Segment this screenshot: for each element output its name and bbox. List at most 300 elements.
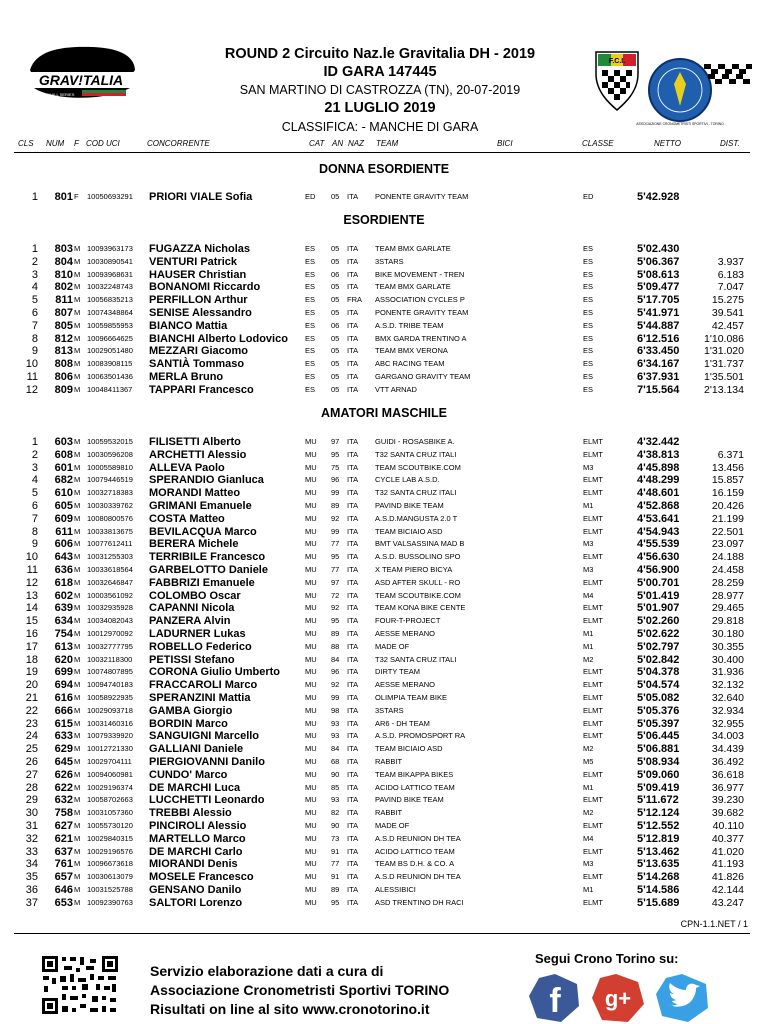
- category: MU: [305, 628, 317, 638]
- category: MU: [305, 872, 317, 882]
- birth-year: 99: [331, 488, 340, 498]
- net-time: 5'15.689: [637, 896, 680, 909]
- bib-number: 802: [54, 281, 73, 294]
- gap-to-leader: 21.199: [711, 512, 744, 525]
- rider-name: ALLEVA Paolo: [149, 461, 225, 474]
- category: MU: [305, 667, 317, 677]
- sex: M: [74, 769, 81, 779]
- rider-name: SANGUIGNI Marcello: [149, 730, 260, 743]
- net-time: 5'11.672: [637, 794, 679, 807]
- nationality: FRA: [347, 295, 362, 305]
- team-name: TEAM BIKAPPA BIKES: [375, 769, 454, 779]
- gap-to-leader: 22.501: [711, 525, 744, 538]
- net-time: 5'08.934: [637, 755, 680, 768]
- sex: M: [74, 500, 81, 510]
- result-row: [0, 577, 768, 590]
- birth-year: 68: [331, 756, 340, 766]
- category: MU: [305, 846, 317, 856]
- category: MU: [305, 539, 317, 549]
- uci-code: 10029093718: [87, 705, 133, 715]
- rider-name: GALLIANI Daniele: [149, 743, 244, 756]
- category: ED: [305, 192, 316, 201]
- rider-name: GENSANO Danilo: [149, 883, 242, 896]
- bib-number: 801: [54, 191, 73, 203]
- net-time: 5'42.928: [637, 191, 680, 203]
- nationality: ITA: [347, 449, 359, 459]
- result-row: [0, 500, 768, 513]
- gap-to-leader: 32.955: [711, 717, 744, 730]
- class: M3: [583, 462, 594, 472]
- footer-association-line: Associazione Cronometristi Sportivi TORINO: [150, 982, 450, 998]
- team-name: T32 SANTA CRUZ ITALI: [375, 654, 457, 664]
- follow-us-label: Segui Crono Torino su:: [535, 951, 679, 966]
- result-position: 9: [31, 538, 38, 551]
- result-position: 16: [25, 627, 38, 640]
- net-time: 4'38.813: [637, 448, 680, 461]
- bib-number: 809: [54, 383, 73, 396]
- class: ES: [583, 320, 594, 330]
- race-place: SAN MARTINO DI CASTROZZA (TN), 20-07-2019: [239, 83, 521, 97]
- net-time: 5'09.477: [637, 281, 680, 294]
- birth-year: 90: [331, 820, 340, 830]
- net-time: 5'02.430: [637, 243, 680, 255]
- team-name: BIKE MOVEMENT - TREN: [375, 269, 465, 279]
- nationality: ITA: [347, 628, 359, 638]
- result-row: [0, 846, 768, 859]
- uci-code: 10096673618: [87, 859, 133, 869]
- gap-to-leader: 20.426: [711, 499, 744, 512]
- nationality: ITA: [347, 371, 359, 381]
- rider-name: SENISE Alessandro: [149, 306, 252, 319]
- results-list-donna-esordiente: [0, 191, 768, 204]
- rider-name: LADURNER Lukas: [149, 627, 246, 640]
- category: MU: [305, 552, 317, 562]
- col-cat: CAT: [309, 139, 325, 148]
- uci-code: 10093963173: [87, 244, 133, 253]
- sex: M: [74, 782, 81, 792]
- uci-code: 10055730120: [87, 820, 133, 830]
- team-name: PAVIND BIKE TEAM: [375, 795, 444, 805]
- class: ES: [583, 295, 594, 305]
- result-row: [0, 820, 768, 833]
- class: ELMT: [583, 603, 604, 613]
- result-position: 23: [25, 717, 38, 730]
- uci-code: 10030613079: [87, 872, 133, 882]
- gap-to-leader: 39.230: [711, 794, 744, 807]
- team-name: A.S.D. PROMOSPORT RA: [375, 731, 466, 741]
- class: ELMT: [583, 769, 604, 779]
- result-position: 1: [31, 191, 38, 203]
- net-time: 4'56.900: [637, 563, 680, 576]
- classifica-label: CLASSIFICA: - MANCHE DI GARA: [281, 120, 479, 134]
- gap-to-leader: 42.457: [711, 319, 744, 332]
- result-row: [0, 730, 768, 743]
- team-name: FOUR-T-PROJECT: [375, 616, 441, 626]
- net-time: 4'52.868: [637, 499, 680, 512]
- google-plus-icon[interactable]: [588, 972, 648, 1024]
- net-time: 6'34.167: [637, 358, 680, 371]
- uci-code: 10079446519: [87, 475, 133, 485]
- category: ES: [305, 244, 316, 253]
- team-name: RABBIT: [375, 756, 403, 766]
- birth-year: 89: [331, 628, 340, 638]
- uci-code: 10033813675: [87, 526, 133, 536]
- uci-code: 10031255303: [87, 552, 133, 562]
- result-position: 18: [25, 653, 38, 666]
- sex: M: [74, 295, 81, 305]
- birth-year: 91: [331, 846, 340, 856]
- result-row: [0, 692, 768, 705]
- bib-number: 602: [54, 589, 73, 602]
- col-netto: NETTO: [654, 139, 681, 148]
- birth-year: 97: [331, 437, 340, 446]
- net-time: 5'13.462: [637, 845, 680, 858]
- col-dist: DIST.: [720, 139, 740, 148]
- cronometristi-torino-logo: [636, 50, 752, 130]
- class: ES: [583, 371, 594, 381]
- class: ES: [583, 269, 594, 279]
- team-name: ASD AFTER SKULL - RO: [375, 577, 461, 587]
- result-position: 17: [25, 640, 38, 653]
- nationality: ITA: [347, 500, 359, 510]
- net-time: 6'37.931: [637, 370, 680, 383]
- team-name: GUIDI - ROSASBIKE A.: [375, 437, 455, 446]
- col-cod-uci: COD UCI: [86, 139, 120, 148]
- result-position: 10: [25, 551, 38, 564]
- sex: M: [74, 718, 81, 728]
- net-time: 5'12.124: [637, 807, 680, 820]
- rider-name: PERFILLON Arthur: [149, 294, 248, 307]
- twitter-icon[interactable]: [652, 972, 712, 1024]
- rider-name: HAUSER Christian: [149, 268, 247, 281]
- col-num: NUM: [46, 139, 65, 148]
- uci-code: 10031460316: [87, 718, 133, 728]
- team-name: AESSE MERANO: [375, 628, 436, 638]
- uci-code: 10048411367: [87, 384, 133, 394]
- birth-year: 84: [331, 654, 340, 664]
- nationality: ITA: [347, 846, 359, 856]
- sex: M: [74, 859, 81, 869]
- birth-year: 82: [331, 808, 340, 818]
- result-row: [0, 449, 768, 462]
- bib-number: 657: [54, 871, 73, 884]
- birth-year: 93: [331, 718, 340, 728]
- sex: M: [74, 244, 81, 253]
- uci-code: 10030339762: [87, 500, 133, 510]
- result-row: [0, 436, 768, 449]
- bib-number: 609: [54, 512, 73, 525]
- result-row: [0, 307, 768, 320]
- class: M2: [583, 808, 594, 818]
- bib-number: 806: [54, 370, 73, 383]
- sex: M: [74, 744, 81, 754]
- category: MU: [305, 475, 317, 485]
- class: ELMT: [583, 731, 604, 741]
- category: MU: [305, 795, 317, 805]
- team-name: BMT VALSASSINA MAD B: [375, 539, 465, 549]
- team-name: GARGANO GRAVITY TEAM: [375, 371, 471, 381]
- result-position: 3: [31, 268, 38, 281]
- sex: M: [74, 359, 81, 369]
- result-row: [0, 794, 768, 807]
- birth-year: 85: [331, 782, 340, 792]
- uci-code: 10029704111: [87, 756, 132, 766]
- net-time: 5'17.705: [637, 294, 680, 307]
- birth-year: 05: [331, 295, 340, 305]
- nationality: ITA: [347, 756, 359, 766]
- result-row: [0, 679, 768, 692]
- bib-number: 758: [54, 807, 73, 820]
- bib-number: 813: [54, 345, 73, 358]
- result-position: 15: [25, 615, 38, 628]
- gap-to-leader: 24.188: [711, 551, 744, 564]
- gap-to-leader: 34.439: [711, 743, 744, 756]
- class: M3: [583, 859, 594, 869]
- class: ES: [583, 307, 594, 317]
- team-name: AESSE MERANO: [375, 680, 436, 690]
- result-row: [0, 654, 768, 667]
- team-name: T32 SANTA CRUZ ITALI: [375, 488, 457, 498]
- result-row: [0, 782, 768, 795]
- rider-name: CUNDO' Marco: [149, 768, 228, 781]
- gap-to-leader: 1'31.737: [704, 358, 744, 371]
- category: MU: [305, 577, 317, 587]
- category: MU: [305, 859, 317, 869]
- rider-name: GAMBA Giorgio: [149, 704, 233, 717]
- class: ELMT: [583, 513, 604, 523]
- team-name: A.S.D. TRIBE TEAM: [375, 320, 444, 330]
- uci-code: 10003561092: [87, 590, 133, 600]
- rider-name: DE MARCHI Luca: [149, 781, 241, 794]
- facebook-icon[interactable]: [525, 972, 585, 1024]
- net-time: 5'06.445: [637, 730, 680, 743]
- result-row: [0, 320, 768, 333]
- class: ES: [583, 346, 594, 356]
- nationality: ITA: [347, 744, 359, 754]
- team-name: ASD TRENTINO DH RACI: [375, 897, 464, 907]
- birth-year: 05: [331, 282, 340, 292]
- rider-name: SPERANDIO Gianluca: [149, 474, 264, 487]
- result-position: 8: [31, 525, 38, 538]
- bib-number: 610: [54, 487, 73, 500]
- uci-code: 10029196576: [87, 846, 133, 856]
- birth-year: 96: [331, 475, 340, 485]
- rider-name: FILISETTI Alberto: [149, 436, 241, 448]
- net-time: 5'06.881: [637, 743, 680, 756]
- result-row: [0, 269, 768, 282]
- class: ELMT: [583, 680, 604, 690]
- birth-year: 91: [331, 872, 340, 882]
- nationality: ITA: [347, 782, 359, 792]
- race-id: ID GARA 147445: [323, 64, 437, 80]
- birth-year: 05: [331, 371, 340, 381]
- nationality: ITA: [347, 590, 359, 600]
- category: MU: [305, 500, 317, 510]
- result-position: 22: [25, 704, 38, 717]
- birth-year: 92: [331, 680, 340, 690]
- gap-to-leader: 40.377: [711, 832, 744, 845]
- result-position: 10: [25, 358, 38, 371]
- footer-website-line[interactable]: Risultati on line al sito www.cronotorino.it: [150, 1001, 430, 1017]
- category: MU: [305, 718, 317, 728]
- class: ES: [583, 384, 594, 394]
- birth-year: 05: [331, 192, 340, 201]
- team-name: A.S.D REUNION DH TEA: [375, 872, 461, 882]
- section-title-esordiente: ESORDIENTE: [343, 213, 425, 227]
- result-position: 24: [25, 730, 38, 743]
- result-position: 31: [25, 819, 38, 832]
- uci-code: 10077612411: [87, 539, 133, 549]
- rider-name: GARBELOTTO Daniele: [149, 563, 268, 576]
- sex: M: [74, 371, 81, 381]
- bib-number: 699: [54, 666, 73, 679]
- sex: M: [74, 564, 81, 574]
- sex: M: [74, 603, 81, 613]
- result-position: 12: [25, 576, 38, 589]
- class: ELMT: [583, 692, 604, 702]
- net-time: 5'01.419: [637, 589, 680, 602]
- sex: M: [74, 384, 81, 394]
- rider-name: BEVILACQUA Marco: [149, 525, 257, 538]
- rider-name: PRIORI VIALE Sofia: [149, 191, 253, 203]
- nationality: ITA: [347, 256, 359, 266]
- nationality: ITA: [347, 488, 359, 498]
- bib-number: 761: [54, 858, 73, 871]
- net-time: 5'05.082: [637, 691, 680, 704]
- nationality: ITA: [347, 705, 359, 715]
- class: M1: [583, 884, 594, 894]
- bib-number: 603: [54, 436, 73, 448]
- class: ED: [583, 192, 594, 201]
- result-position: 2: [31, 255, 38, 268]
- uci-code: 10058702663: [87, 795, 133, 805]
- bib-number: 754: [54, 627, 73, 640]
- category: MU: [305, 462, 317, 472]
- birth-year: 96: [331, 667, 340, 677]
- bib-number: 613: [54, 640, 73, 653]
- team-name: OLIMPIA TEAM BIKE: [375, 692, 447, 702]
- category: MU: [305, 680, 317, 690]
- net-time: 5'02.842: [637, 653, 680, 666]
- class: ELMT: [583, 488, 604, 498]
- bib-number: 643: [54, 551, 73, 564]
- class: ELMT: [583, 897, 604, 907]
- bib-number: 618: [54, 576, 73, 589]
- team-name: 3STARS: [375, 705, 404, 715]
- bib-number: 637: [54, 845, 73, 858]
- col-concorrente: CONCORRENTE: [147, 139, 210, 148]
- sex: M: [74, 269, 81, 279]
- bib-number: 804: [54, 255, 73, 268]
- race-title: ROUND 2 Circuito Naz.le Gravitalia DH - 2019: [224, 46, 536, 62]
- gap-to-leader: 13.456: [711, 461, 744, 474]
- class: M1: [583, 782, 594, 792]
- sex: M: [74, 820, 81, 830]
- nationality: ITA: [347, 437, 359, 446]
- rider-name: BIANCO Mattia: [149, 319, 228, 332]
- result-row: [0, 358, 768, 371]
- gap-to-leader: 36.618: [711, 768, 744, 781]
- result-row: [0, 628, 768, 641]
- result-position: 11: [26, 370, 38, 383]
- sex: M: [74, 282, 81, 292]
- team-name: TEAM SCOUTBIKE.COM: [375, 590, 461, 600]
- team-name: ASSOCIATION CYCLES P: [375, 295, 465, 305]
- class: ELMT: [583, 872, 604, 882]
- rider-name: MERLA Bruno: [149, 370, 224, 383]
- gap-to-leader: 6.183: [717, 268, 744, 281]
- sex: M: [74, 795, 81, 805]
- rider-name: FRACCAROLI Marco: [149, 679, 258, 692]
- class: ELMT: [583, 795, 604, 805]
- result-row: [0, 590, 768, 603]
- rider-name: PIERGIOVANNI Danilo: [149, 755, 265, 768]
- birth-year: 90: [331, 769, 340, 779]
- result-row: [0, 462, 768, 475]
- net-time: 5'04.574: [637, 679, 680, 692]
- rider-name: VENTURI Patrick: [149, 255, 238, 268]
- result-position: 25: [25, 743, 38, 756]
- team-name: CYCLE LAB A.S.D.: [375, 475, 440, 485]
- bib-number: 811: [55, 294, 73, 307]
- sex: M: [74, 526, 81, 536]
- team-name: TEAM BMX GARLATE: [375, 282, 451, 292]
- result-row: [0, 526, 768, 539]
- net-time: 5'08.613: [637, 268, 680, 281]
- uci-code: 10031057360: [87, 808, 133, 818]
- team-name: DIRTY TEAM: [375, 667, 421, 677]
- gap-to-leader: 24.458: [711, 563, 744, 576]
- gap-to-leader: 41.826: [711, 871, 744, 884]
- sex: M: [74, 346, 81, 356]
- birth-year: 05: [331, 307, 340, 317]
- team-name: TEAM SCOUTBIKE.COM: [375, 462, 461, 472]
- team-name: BMX GARDA TRENTINO A: [375, 333, 467, 343]
- category: ES: [305, 371, 316, 381]
- gap-to-leader: 40.110: [712, 819, 744, 832]
- nationality: ITA: [347, 462, 359, 472]
- sex: M: [74, 256, 81, 266]
- gap-to-leader: 34.003: [711, 730, 744, 743]
- net-time: 5'14.586: [637, 883, 680, 896]
- birth-year: 95: [331, 616, 340, 626]
- result-position: 8: [31, 332, 38, 345]
- category: ES: [305, 384, 316, 394]
- birth-year: 84: [331, 744, 340, 754]
- uci-code: 10029051480: [87, 346, 133, 356]
- nationality: ITA: [347, 808, 359, 818]
- result-position: 5: [31, 294, 38, 307]
- net-time: 4'45.898: [637, 461, 680, 474]
- gap-to-leader: 30.180: [711, 627, 744, 640]
- birth-year: 97: [331, 577, 340, 587]
- uci-code: 10083908115: [87, 359, 133, 369]
- result-row: [0, 718, 768, 731]
- class: ES: [583, 256, 594, 266]
- sex: M: [74, 667, 81, 677]
- class: ELMT: [583, 705, 604, 715]
- bib-number: 808: [54, 358, 73, 371]
- net-time: 5'02.797: [637, 640, 680, 653]
- result-row: [0, 294, 768, 307]
- result-row: [0, 807, 768, 820]
- team-name: A.S.D.MANGUSTA 2.0 T: [375, 513, 458, 523]
- class: M1: [583, 628, 594, 638]
- nationality: ITA: [347, 282, 359, 292]
- result-position: 32: [25, 832, 38, 845]
- result-position: 7: [31, 319, 38, 332]
- team-name: A.S.D REUNION DH TEA: [375, 833, 461, 843]
